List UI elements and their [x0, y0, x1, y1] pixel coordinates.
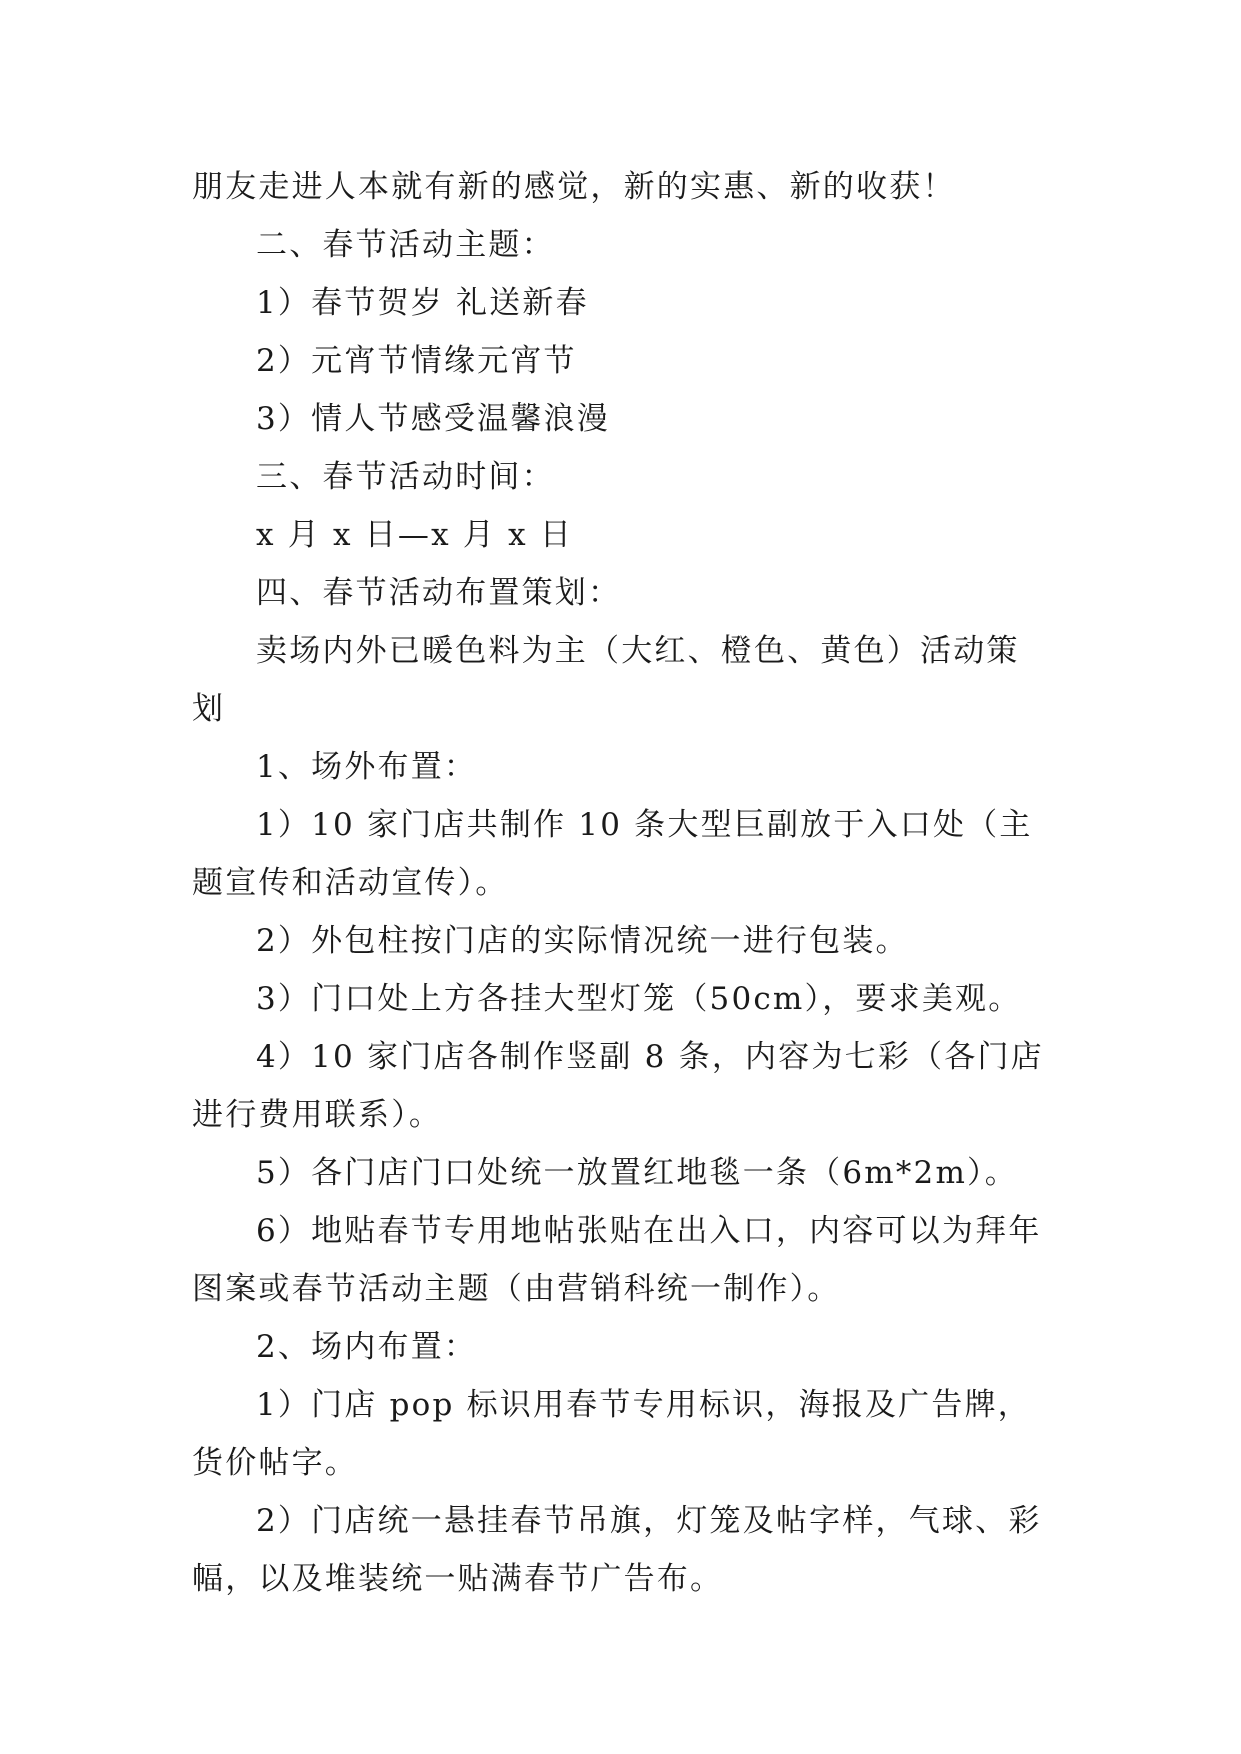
list-item-outdoor-2: 2）外包柱按门店的实际情况统一进行包装。 [256, 923, 909, 959]
subheading-outdoor: 1、场外布置： [256, 749, 478, 785]
layout-color-note: 卖场内外已暖色料为主（大红、橙色、黄色）活动策划 [192, 633, 1020, 727]
list-item-theme-1: 1）春节贺岁 礼送新春 [256, 285, 589, 321]
section-heading-layout: 四、春节活动布置策划： [256, 575, 622, 611]
body-paragraph-1: 朋友走进人本就有新的感觉，新的实惠、新的收获！ [192, 169, 956, 205]
list-item-theme-3: 3）情人节感受温馨浪漫 [256, 401, 610, 437]
list-item-outdoor-6: 6）地贴春节专用地帖张贴在出入口，内容可以为拜年图案或春节活动主题（由营销科统一制作）。 [192, 1213, 1042, 1307]
list-item-outdoor-1: 1）10 家门店共制作 10 条大型巨副放于入口处（主题宣传和活动宣传）。 [192, 807, 1033, 901]
list-item-outdoor-4: 4）10 家门店各制作竖副 8 条，内容为七彩（各门店进行费用联系）。 [192, 1039, 1044, 1133]
section-heading-time: 三、春节活动时间： [256, 459, 555, 495]
list-item-theme-2: 2）元宵节情缘元宵节 [256, 343, 577, 379]
event-date-range: x 月 x 日—x 月 x 日 [256, 517, 574, 553]
document-body [192, 158, 1052, 1608]
list-item-indoor-1: 1）门店 pop 标识用春节专用标识，海报及广告牌，货价帖字。 [192, 1387, 1031, 1481]
subheading-indoor: 2、场内布置： [256, 1329, 478, 1365]
section-heading-theme: 二、春节活动主题： [256, 227, 555, 263]
list-item-outdoor-3: 3）门口处上方各挂大型灯笼（50cm），要求美观。 [256, 981, 1022, 1017]
list-item-outdoor-5: 5）各门店门口处统一放置红地毯一条（6m*2m）。 [256, 1155, 1018, 1191]
list-item-indoor-2: 2）门店统一悬挂春节吊旗，灯笼及帖字样，气球、彩幅，以及堆装统一贴满春节广告布。 [192, 1503, 1042, 1597]
